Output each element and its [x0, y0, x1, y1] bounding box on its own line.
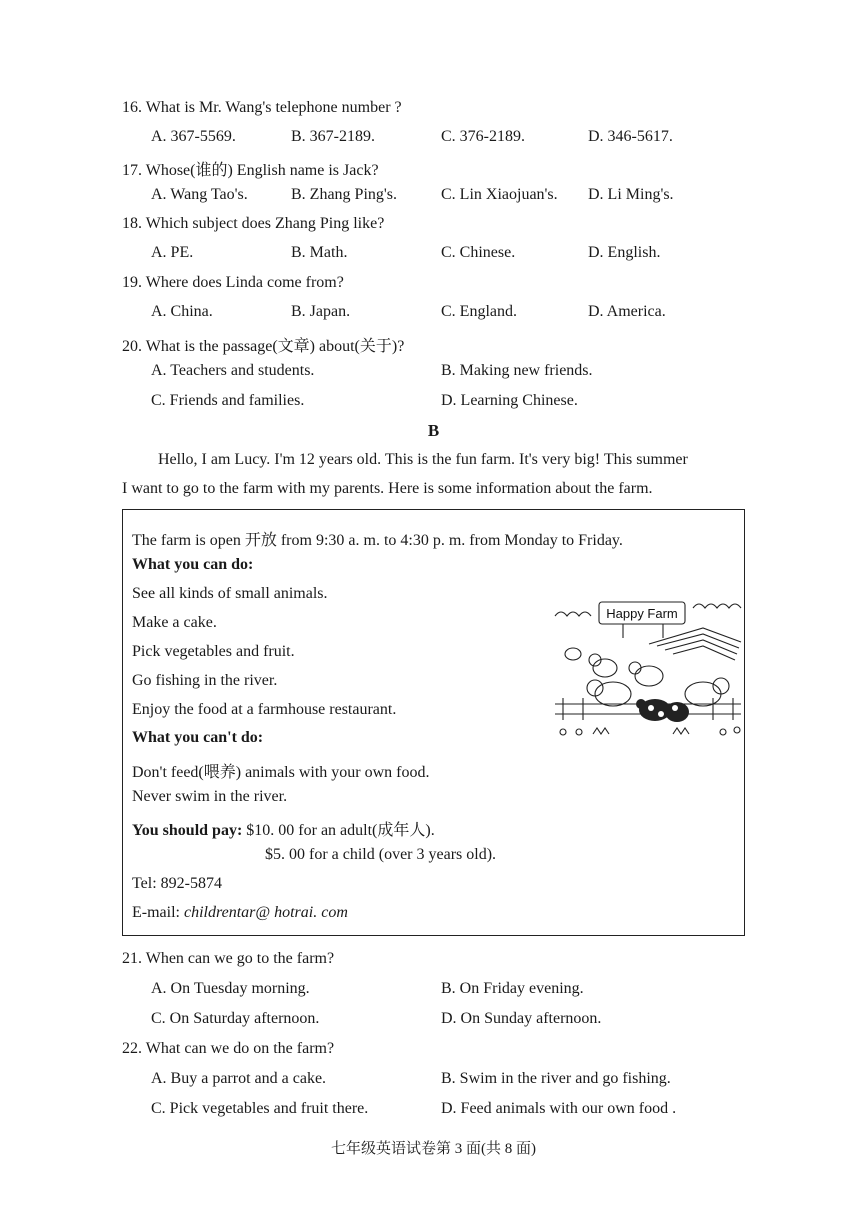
cant-item: Never swim in the river.	[132, 788, 288, 805]
email-value: childrentar@ hotrai. com	[183, 904, 348, 921]
option-20a: A. Teachers and students.	[151, 362, 315, 379]
option-19d: D. America.	[588, 303, 666, 320]
option-19b: B. Japan.	[291, 303, 351, 320]
question-18: 18. Which subject does Zhang Ping like?	[122, 215, 385, 232]
question-19: 19. Where does Linda come from?	[122, 274, 344, 291]
question-20: 20. What is the passage(文章) about(关于)?	[122, 338, 405, 355]
pay-label: You should pay:	[132, 822, 243, 839]
cant-do-heading: What you can't do:	[132, 729, 264, 746]
option-20b: B. Making new friends.	[441, 362, 593, 379]
open-hours: The farm is open 开放 from 9:30 a. m. to 4:30 p. m. from Monday to Friday.	[132, 532, 623, 549]
question-22: 22. What can we do on the farm?	[122, 1040, 335, 1057]
option-16c: C. 376-2189.	[441, 128, 525, 145]
tel-line	[132, 875, 222, 893]
option-17a: A. Wang Tao's.	[151, 186, 248, 203]
option-16d: D. 346-5617.	[588, 128, 673, 145]
price-child: $5. 00 for a child (over 3 years old).	[265, 846, 497, 863]
email-label: E-mail:	[132, 904, 180, 921]
option-17d: D. Li Ming's.	[588, 186, 674, 203]
option-21b: B. On Friday evening.	[441, 980, 584, 997]
tel-value: 892-5874	[160, 875, 222, 892]
option-18d: D. English.	[588, 244, 661, 261]
option-18b: B. Math.	[291, 244, 348, 261]
farm-info-box	[122, 509, 745, 936]
can-item: See all kinds of small animals.	[132, 585, 328, 602]
option-22c: C. Pick vegetables and fruit there.	[151, 1100, 369, 1117]
option-17b: B. Zhang Ping's.	[291, 186, 397, 203]
option-16a: A. 367-5569.	[151, 128, 236, 145]
option-22a: A. Buy a parrot and a cake.	[151, 1070, 327, 1087]
option-22b: B. Swim in the river and go fishing.	[441, 1070, 671, 1087]
option-20d: D. Learning Chinese.	[441, 392, 578, 409]
option-18c: C. Chinese.	[441, 244, 516, 261]
question-16: 16. What is Mr. Wang's telephone number ?	[122, 99, 402, 116]
section-b-heading: B	[427, 421, 440, 440]
option-22d: D. Feed animals with our own food .	[441, 1100, 677, 1117]
page-footer: 七年级英语试卷第 3 面(共 8 面)	[331, 1141, 536, 1157]
option-21c: C. On Saturday afternoon.	[151, 1010, 320, 1027]
option-20c: C. Friends and families.	[151, 392, 305, 409]
price-adult-line	[132, 817, 435, 840]
can-item: Go fishing in the river.	[132, 672, 278, 689]
price-adult: $10. 00 for an adult(成年人).	[246, 822, 435, 839]
email-line	[132, 904, 348, 922]
can-item: Pick vegetables and fruit.	[132, 643, 295, 660]
option-17c: C. Lin Xiaojuan's.	[441, 186, 558, 203]
tel-label: Tel:	[132, 875, 157, 892]
cant-item: Don't feed(喂养) animals with your own food.	[132, 764, 430, 781]
option-18a: A. PE.	[151, 244, 194, 261]
intro-line-1: Hello, I am Lucy. I'm 12 years old. This is the fun farm. It's very big! This summer	[158, 451, 688, 468]
happy-farm-illustration	[553, 594, 743, 740]
question-17: 17. Whose(谁的) English name is Jack?	[122, 162, 379, 179]
question-21: 21. When can we go to the farm?	[122, 950, 335, 967]
can-item: Enjoy the food at a farmhouse restaurant.	[132, 701, 397, 718]
option-19a: A. China.	[151, 303, 213, 320]
option-19c: C. England.	[441, 303, 517, 320]
can-do-heading: What you can do:	[132, 556, 254, 573]
can-item: Make a cake.	[132, 614, 217, 631]
option-21d: D. On Sunday afternoon.	[441, 1010, 602, 1027]
intro-line-2: I want to go to the farm with my parents. Here is some information about the farm.	[122, 480, 653, 497]
happy-farm-sign: Happy Farm	[606, 606, 678, 621]
option-21a: A. On Tuesday morning.	[151, 980, 310, 997]
option-16b: B. 367-2189.	[291, 128, 375, 145]
